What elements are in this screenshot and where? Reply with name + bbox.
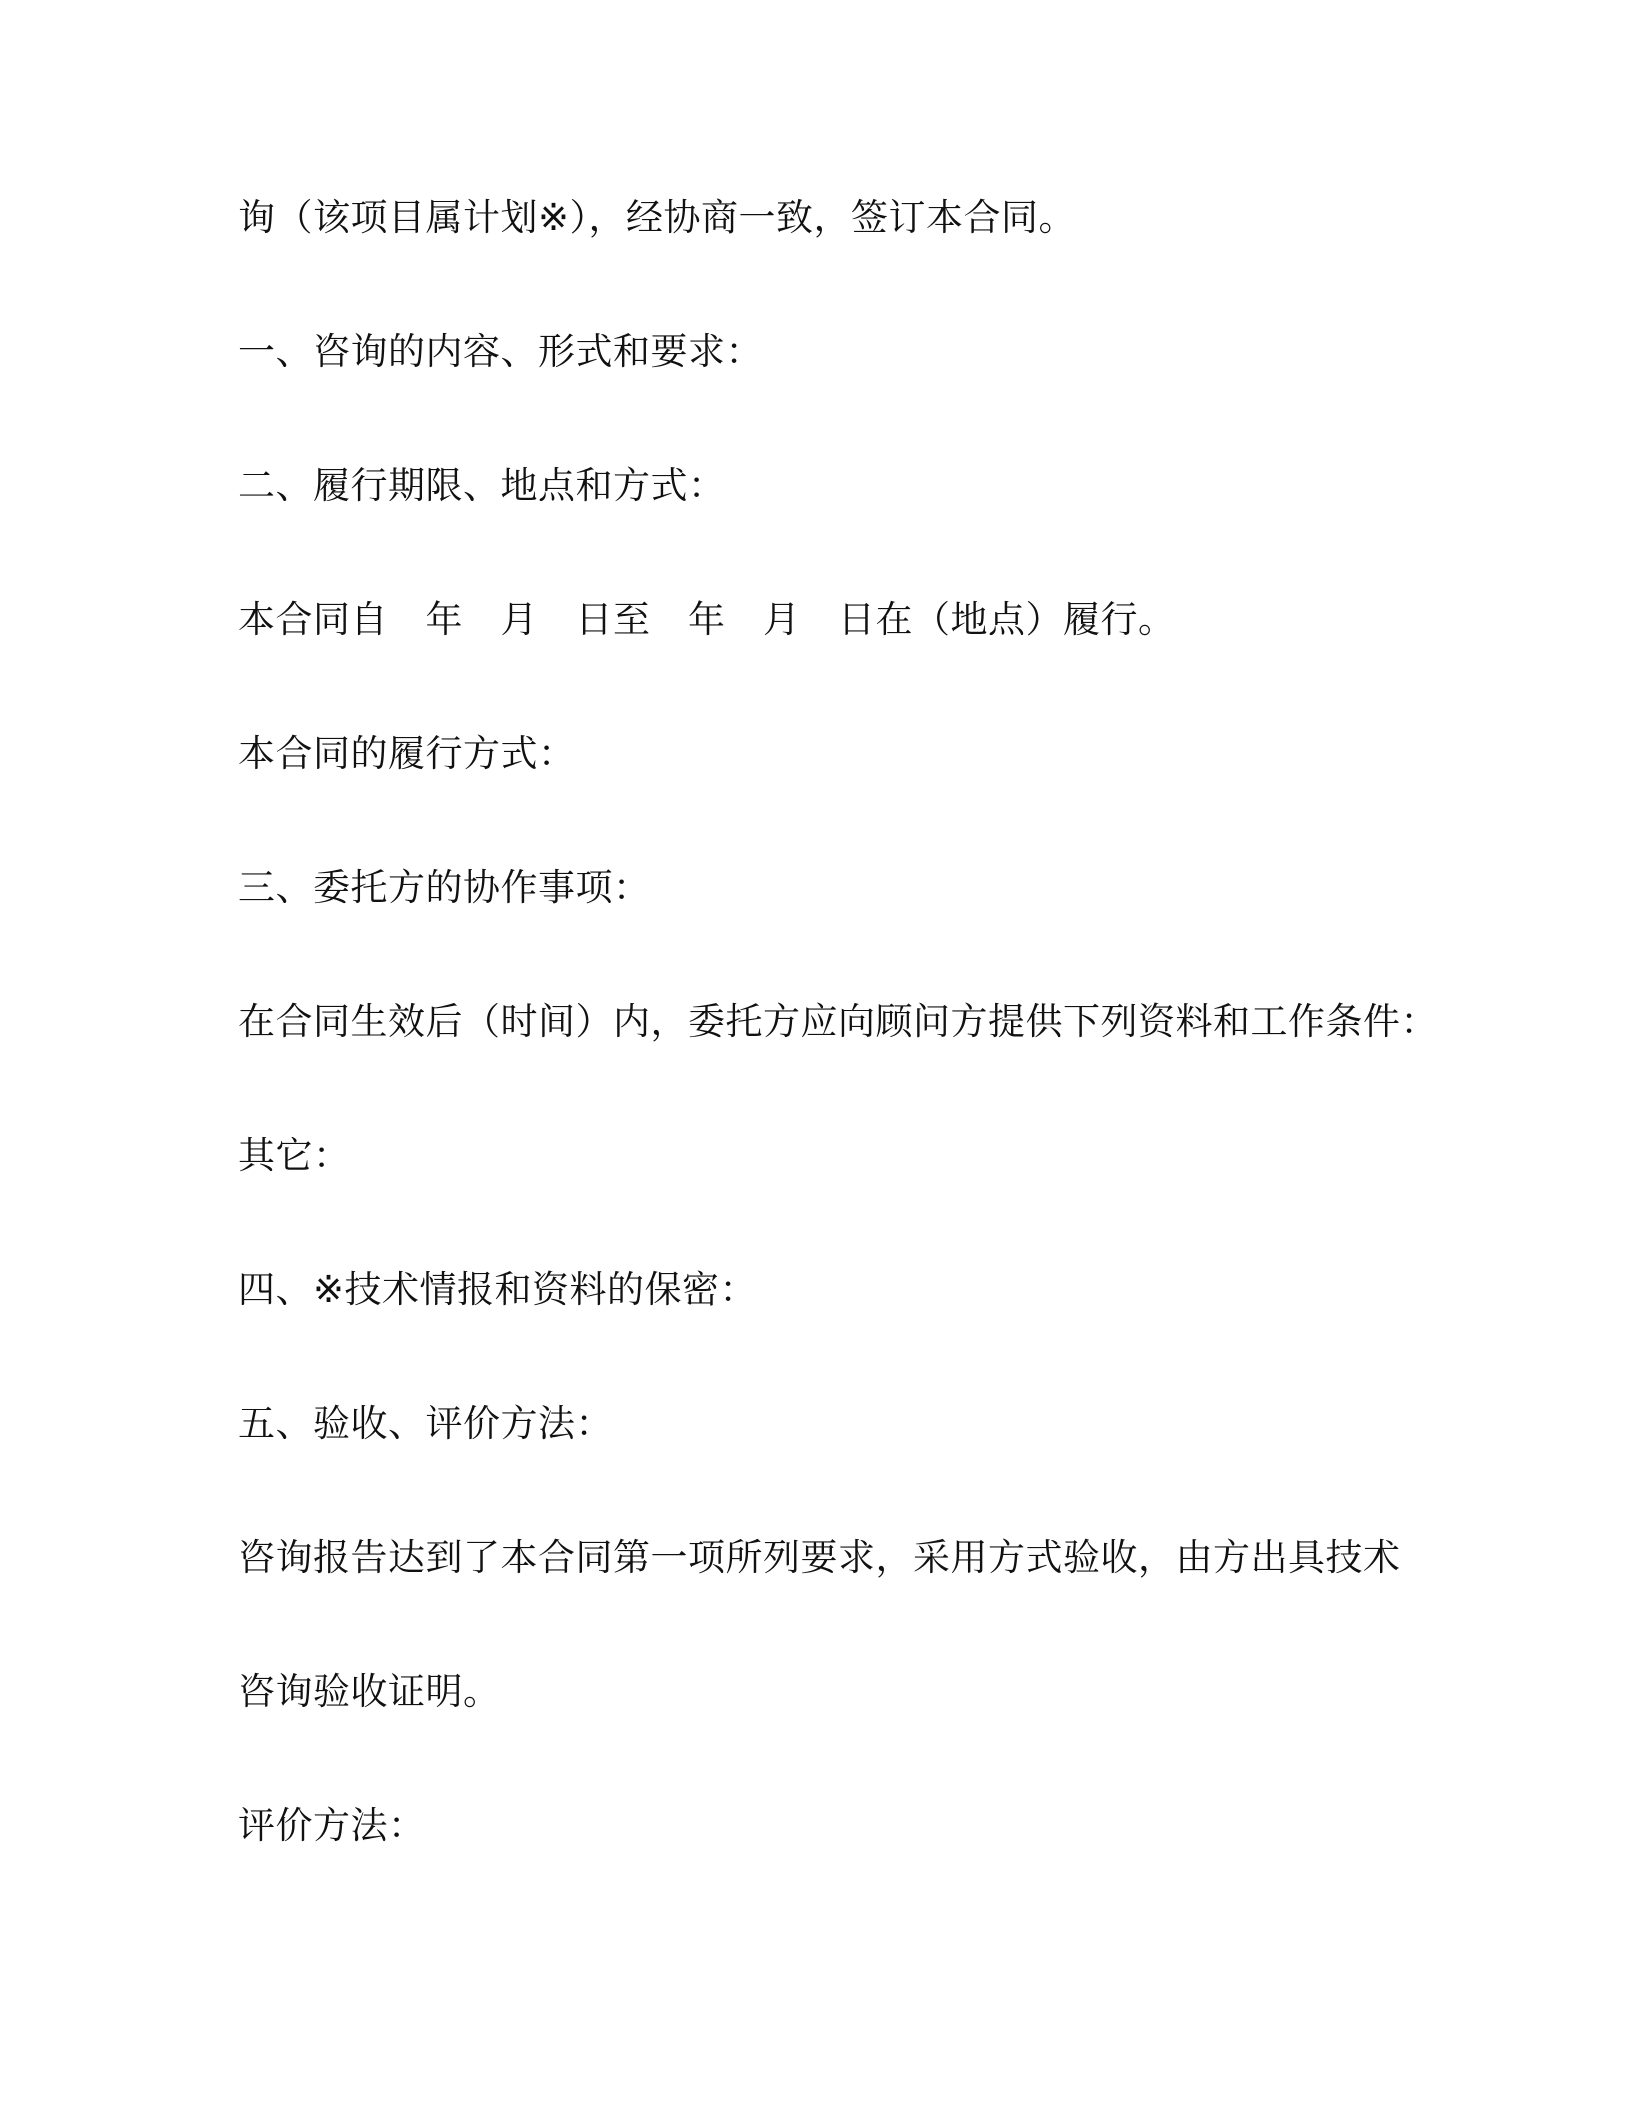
paragraph-line-acceptance-cont: 咨询验收证明。	[238, 1670, 501, 1713]
section-heading-1: 一、咨询的内容、形式和要求：	[238, 330, 763, 373]
section-heading-2: 二、履行期限、地点和方式：	[238, 464, 726, 507]
section-heading-5: 五、验收、评价方法：	[238, 1402, 613, 1445]
paragraph-line-evaluation: 评价方法：	[238, 1804, 426, 1847]
paragraph-line-other: 其它：	[238, 1134, 351, 1177]
paragraph-line-intro: 询（该项目属计划※），经协商一致，签订本合同。	[238, 196, 1077, 239]
paragraph-line-method: 本合同的履行方式：	[238, 732, 576, 775]
section-heading-4: 四、※技术情报和资料的保密：	[238, 1268, 758, 1311]
paragraph-line-materials: 在合同生效后（时间）内，委托方应向顾问方提供下列资料和工作条件：	[238, 1000, 1438, 1043]
paragraph-line-acceptance: 咨询报告达到了本合同第一项所列要求，采用方式验收，由方出具技术	[238, 1536, 1401, 1579]
section-heading-3: 三、委托方的协作事项：	[238, 866, 651, 909]
paragraph-line-term: 本合同自 年 月 日至 年 月 日在（地点）履行。	[238, 598, 1176, 641]
